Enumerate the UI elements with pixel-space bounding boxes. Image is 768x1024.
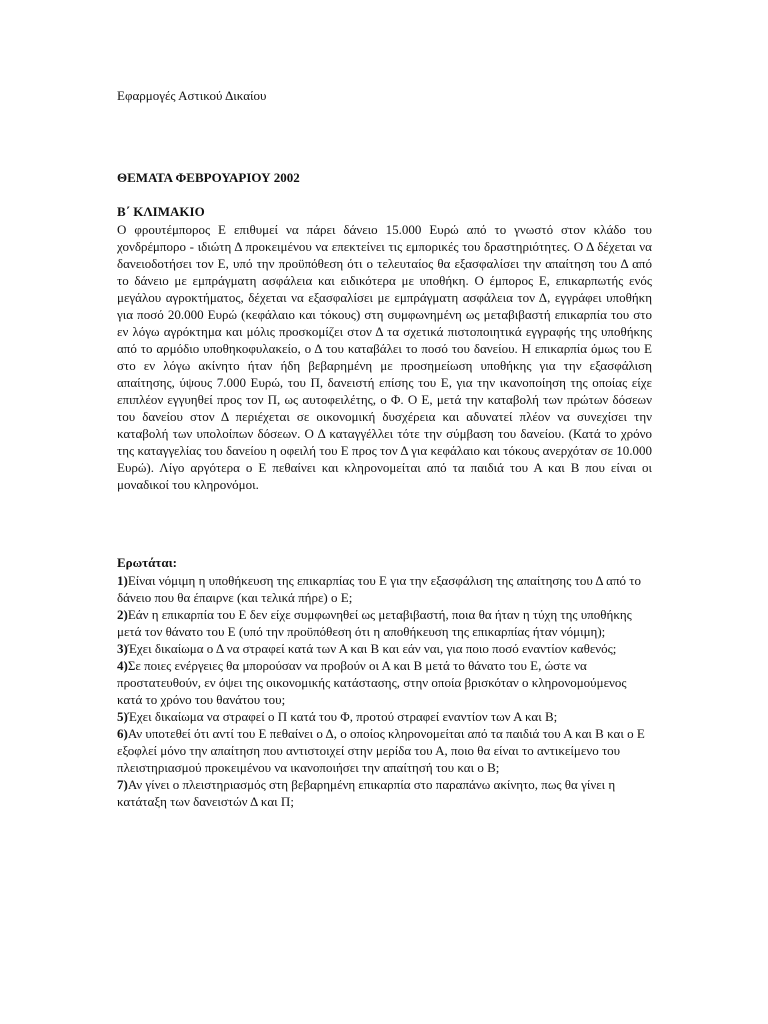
exam-title: ΘΕΜΑΤΑ ΦΕΒΡΟΥΑΡΙΟΥ 2002 bbox=[117, 170, 300, 185]
questions-list bbox=[117, 572, 652, 810]
question-number: 6) bbox=[117, 726, 128, 741]
question-text: Είναι νόμιμη η υποθήκευση της επικαρπίας του Ε για την εξασφάλιση της απαίτησης του Δ από το δάνειο που θα έπαιρνε (και τελικά πήρε) ο Ε; bbox=[117, 573, 642, 605]
question-number: 5) bbox=[117, 709, 128, 724]
document-page bbox=[117, 87, 652, 809]
question-text: Αν γίνει ο πλειστηριασμός στη βεβαρημένη επικαρπία στο παραπάνω ακίνητο, πως θα γίνει η κατάταξη των δανειστών Δ και Π; bbox=[117, 777, 616, 809]
question-text: Έχει δικαίωμα ο Δ να στραφεί κατά των Α και Β και εάν ναι, για ποιο ποσό εναντίον καθενός; bbox=[127, 641, 617, 656]
question-text: Αν υποτεθεί ότι αντί του Ε πεθαίνει ο Δ, ο οποίος κληρονομείται από τα παιδιά του Α και Β και ο Ε εξοφλεί μόνο την απαίτηση που αντιστοιχεί στην μερίδα του Α, ποιο θα είναι το αντικείμενο του πλειστηριασμού προκειμένου να ικανοποιήσει την απαίτησή του και ο Β; bbox=[117, 726, 645, 775]
question-number: 1) bbox=[117, 573, 128, 588]
question-item bbox=[117, 725, 652, 776]
question-item bbox=[117, 572, 652, 606]
question-number: 7) bbox=[117, 777, 128, 792]
question-item bbox=[117, 708, 652, 725]
question-text: Σε ποιες ενέργειες θα μπορούσαν να προβούν οι Α και Β μετά το θάνατο του Ε, ώστε να προστατευθούν, εν όψει της οικονομικής κατάστασης, στην οποία βρισκόταν ο κληρονομούμενος κατά το χρόνο του θανάτου του; bbox=[117, 658, 627, 707]
grade-heading: Β΄ ΚΛΙΜΑΚΙΟ bbox=[117, 204, 205, 219]
question-number: 4) bbox=[117, 658, 128, 673]
questions-heading: Ερωτάται: bbox=[117, 555, 177, 570]
question-text: Εάν η επικαρπία του Ε δεν είχε συμφωνηθεί ως μεταβιβαστή, ποια θα ήταν η τύχη της υποθήκης μετά τον θάνατο του Ε (υπό την προϋπόθεση ότι η αποθήκευση της επικαρπίας ήταν νόμιμη); bbox=[117, 607, 632, 639]
question-item bbox=[117, 606, 652, 640]
course-header: Εφαρμογές Αστικού Δικαίου bbox=[117, 88, 267, 103]
question-item bbox=[117, 640, 652, 657]
question-number: 2) bbox=[117, 607, 128, 622]
case-paragraph: Ο φρουτέμπορος Ε επιθυμεί να πάρει δάνειο 15.000 Ευρώ από το γνωστό στον κλάδο του χονδρέμπορο - ιδιώτη Δ προκειμένου να επεκτείνει τις εμπορικές του δραστηριότητες. Ο Δ δέχεται να δανειοδοτήσει τον Ε, υπό την προϋπόθεση ότι ο τελευταίος θα εξασφαλίσει την απαίτηση του Δ από το δάνειο με εμπράγματη ασφάλεια και ειδικότερα με υποθήκη. Ο έμπορος Ε, επικαρπωτής ενός μεγάλου αγροκτήματος, δέχεται να εξασφαλίσει με εμπράγματη ασφάλεια τον Δ, εγγράφει υποθήκη για ποσό 20.000 Ευρώ (κεφάλαιο και τόκους) στη συμφωνημένη ως μεταβιβαστή επικαρπία του στο εν λόγω αγρόκτημα και μόλις προσκομίζει στον Δ τα σχετικά πιστοποιητικά εγγραφής της υποθήκης από το αρμόδιο υποθηκοφυλακείο, ο Δ του καταβάλει το ποσό του δανείου. Η επικαρπία όμως του Ε στο εν λόγω ακίνητο ήταν ήδη βεβαρημένη με προσημείωση υποθήκης για την εξασφάλιση απαίτησης, ύψους 7.000 Ευρώ, του Π, δανειστή επίσης του Ε, για την ικανοποίηση της οποίας είχε επιπλέον εγγυηθεί προς τον Π, ως αυτοφειλέτης, ο Φ. Ο Ε, μετά την καταβολή των πρώτων δόσεων του δανείου στον Δ περιέχεται σε οικονομική δυσχέρεια και αδυνατεί πλέον να συνεχίσει την καταβολή των υπολοίπων δόσεων. Ο Δ καταγγέλλει τότε την σύμβαση του δανείου. (Κατά το χρόνο της καταγγελίας του δανείου η οφειλή του Ε προς τον Δ για κεφάλαιο και τόκους ανερχόταν σε 10.000 Ευρώ). Λίγο αργότερα ο Ε πεθαίνει και κληρονομείται από τα παιδιά του Α και Β που είναι οι μοναδικοί του κληρονόμοι. bbox=[117, 222, 652, 492]
question-number: 3) bbox=[117, 641, 128, 656]
question-item bbox=[117, 657, 652, 708]
question-item bbox=[117, 776, 652, 810]
question-text: Έχει δικαίωμα να στραφεί ο Π κατά του Φ, προτού στραφεί εναντίον των Α και Β; bbox=[127, 709, 558, 724]
